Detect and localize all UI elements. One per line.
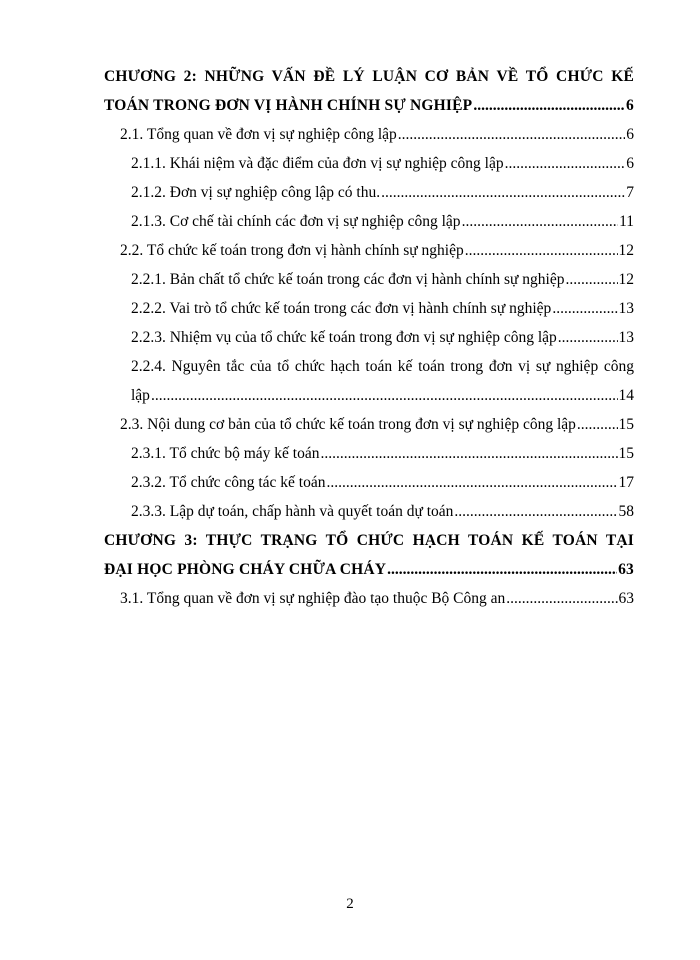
toc-chapter-2[interactable]: [104, 62, 634, 120]
toc-chapter-2-line2: TOÁN TRONG ĐƠN VỊ HÀNH CHÍNH SỰ NGHIỆP: [104, 97, 473, 114]
toc-page-number: 6: [626, 97, 634, 114]
toc-item-text: 2.3.1. Tổ chức bộ máy kế toán: [131, 445, 320, 462]
toc-item-2-2-4[interactable]: [131, 352, 634, 410]
toc-item-2-3-1[interactable]: [131, 439, 634, 468]
toc-item-2-2-2[interactable]: [131, 294, 634, 323]
toc-item-text: 2.2. Tổ chức kế toán trong đơn vị hành chính sự nghiệp: [120, 242, 464, 259]
toc-item-3-1[interactable]: [120, 584, 634, 613]
leader-dots: [320, 439, 617, 468]
toc-chapter-3-line1: CHƯƠNG 3: THỰC TRẠNG TỔ CHỨC HẠCH TOÁN KẾ TOÁN TẠI: [104, 532, 634, 549]
toc-item-text: 2.3.2. Tổ chức công tác kế toán: [131, 474, 326, 491]
toc-item-text: 2.1.3. Cơ chế tài chính các đơn vị sự nghiệp công lập: [131, 213, 461, 230]
leader-dots: [462, 207, 619, 236]
toc-item-text: 2.3. Nội dung cơ bản của tổ chức kế toán trong đơn vị sự nghiệp công lập: [120, 416, 576, 433]
leader-dots: [577, 410, 618, 439]
toc-item-2-2-1[interactable]: [131, 265, 634, 294]
toc-item-2-2-3[interactable]: [131, 323, 634, 352]
toc-item-2-2[interactable]: [120, 236, 634, 265]
toc-page-number: 63: [618, 590, 634, 607]
leader-dots: [506, 584, 617, 613]
toc-item-2-1[interactable]: [120, 120, 634, 149]
leader-dots: [454, 497, 617, 526]
toc-item-text: 2.1.1. Khái niệm và đặc điểm của đơn vị sự nghiệp công lập: [131, 155, 504, 172]
leader-dots: [326, 468, 617, 497]
toc-chapter-3-line2: ĐẠI HỌC PHÒNG CHÁY CHỮA CHÁY: [104, 561, 387, 578]
leader-dots: [151, 381, 618, 410]
toc-item-text: 2.2.3. Nhiệm vụ của tổ chức kế toán trong đơn vị sự nghiệp công lập: [131, 329, 557, 346]
leader-dots: [505, 149, 626, 178]
toc-item-text: 2.1. Tổng quan về đơn vị sự nghiệp công lập: [120, 126, 397, 143]
toc-item-2-3[interactable]: [120, 410, 634, 439]
toc-page-number: 15: [618, 445, 634, 462]
toc-page-number: 12: [618, 271, 634, 288]
toc-page-number: 7: [626, 184, 634, 201]
leader-dots: [473, 91, 625, 120]
toc-item-text: 3.1. Tổng quan về đơn vị sự nghiệp đào tạo thuộc Bộ Công an: [120, 590, 506, 607]
toc-item-2-1-2[interactable]: [131, 178, 634, 207]
toc-chapter-2-line1: CHƯƠNG 2: NHỮNG VẤN ĐỀ LÝ LUẬN CƠ BẢN VỀ TỔ CHỨC KẾ: [104, 68, 634, 85]
leader-dots: [552, 294, 617, 323]
leader-dots: [558, 323, 618, 352]
toc-item-text: 2.2.2. Vai trò tổ chức kế toán trong các đơn vị hành chính sự nghiệp: [131, 300, 552, 317]
table-of-contents: [104, 62, 634, 613]
toc-page-number: 13: [618, 300, 634, 317]
toc-page-number: 15: [618, 416, 634, 433]
toc-page-number: 58: [618, 503, 634, 520]
toc-page-number: 6: [626, 126, 634, 143]
leader-dots: [566, 265, 618, 294]
toc-item-text: 2.1.2. Đơn vị sự nghiệp công lập có thu.: [131, 184, 381, 201]
toc-page-number: 6: [626, 155, 634, 172]
toc-page-number: 11: [619, 213, 634, 230]
toc-page-number: 14: [618, 387, 634, 404]
leader-dots: [465, 236, 618, 265]
leader-dots: [381, 178, 625, 207]
toc-item-2-3-2[interactable]: [131, 468, 634, 497]
toc-page-number: 63: [618, 561, 634, 578]
toc-chapter-3[interactable]: [104, 526, 634, 584]
page-number: 2: [346, 896, 354, 912]
leader-dots: [387, 555, 617, 584]
leader-dots: [398, 120, 625, 149]
toc-item-text-line2: lập: [131, 387, 150, 404]
toc-item-text: 2.3.3. Lập dự toán, chấp hành và quyết toán dự toán: [131, 503, 454, 520]
toc-item-2-1-3[interactable]: [131, 207, 634, 236]
toc-item-text-line1: 2.2.4. Nguyên tắc của tổ chức hạch toán kế toán trong đơn vị sự nghiệp công: [131, 358, 634, 375]
toc-page-number: 13: [618, 329, 634, 346]
toc-page-number: 17: [618, 474, 634, 491]
toc-item-2-3-3[interactable]: [131, 497, 634, 526]
toc-page-number: 12: [618, 242, 634, 259]
toc-item-2-1-1[interactable]: [131, 149, 634, 178]
toc-item-text: 2.2.1. Bản chất tổ chức kế toán trong các đơn vị hành chính sự nghiệp: [131, 271, 565, 288]
